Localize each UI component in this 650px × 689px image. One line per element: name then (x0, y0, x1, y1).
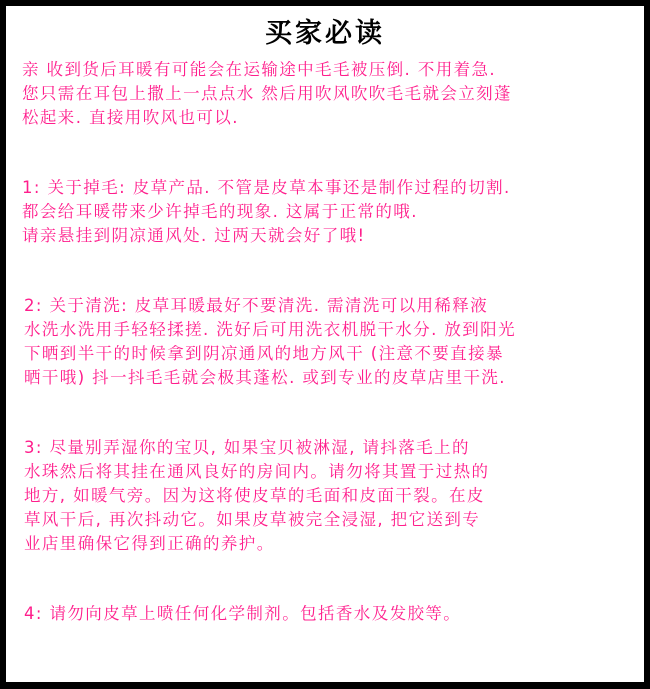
section-line: 4: 请勿向皮草上喷任何化学制剂。包括香水及发胶等。 (24, 604, 462, 623)
section-line: 2: 关于清洗: 皮草耳暖最好不要清洗. 需清洗可以用稀释液 (24, 296, 489, 315)
section-line: 3: 尽量别弄湿你的宝贝, 如果宝贝被淋湿, 请抖落毛上的 (24, 438, 470, 457)
intro-line: 松起来. 直接用吹风也可以. (22, 108, 239, 127)
section-line: 业店里确保它得到正确的养护。 (24, 534, 275, 553)
section-line: 下晒到半干的时候拿到阴凉通风的地方风干 (注意不要直接暴 (24, 344, 504, 363)
intro-line: 您只需在耳包上撒上一点点水 然后用吹风吹吹毛毛就会立刻蓬 (22, 84, 512, 103)
notice-card (6, 6, 644, 682)
section-line: 水珠然后将其挂在通风良好的房间内。请勿将其置于过热的 (24, 462, 490, 481)
intro-line: 亲 收到货后耳暖有可能会在运输途中毛毛被压倒. 不用着急. (22, 60, 497, 79)
section-chemicals (22, 602, 628, 626)
section-shedding (22, 176, 628, 248)
section-line: 水洗水洗用手轻轻揉搓. 洗好后可用洗衣机脱干水分. 放到阳光 (24, 320, 516, 339)
section-line: 1: 关于掉毛: 皮草产品. 不管是皮草本事还是制作过程的切割. (22, 178, 511, 197)
section-line: 请亲悬挂到阴凉通风处. 过两天就会好了哦! (22, 226, 366, 245)
section-line: 地方, 如暖气旁。因为这将使皮草的毛面和皮面干裂。在皮 (24, 486, 485, 505)
intro-paragraph (22, 58, 628, 130)
section-line: 晒干哦) 抖一抖毛毛就会极其蓬松. 或到专业的皮草店里干洗. (24, 368, 506, 387)
section-line: 都会给耳暖带来少许掉毛的现象. 这属于正常的哦. (22, 202, 418, 221)
section-washing (22, 294, 628, 390)
page-title: 买家必读 (265, 18, 385, 49)
section-wet-care (22, 436, 628, 556)
section-line: 草风干后, 再次抖动它。如果皮草被完全浸湿, 把它送到专 (24, 510, 481, 529)
